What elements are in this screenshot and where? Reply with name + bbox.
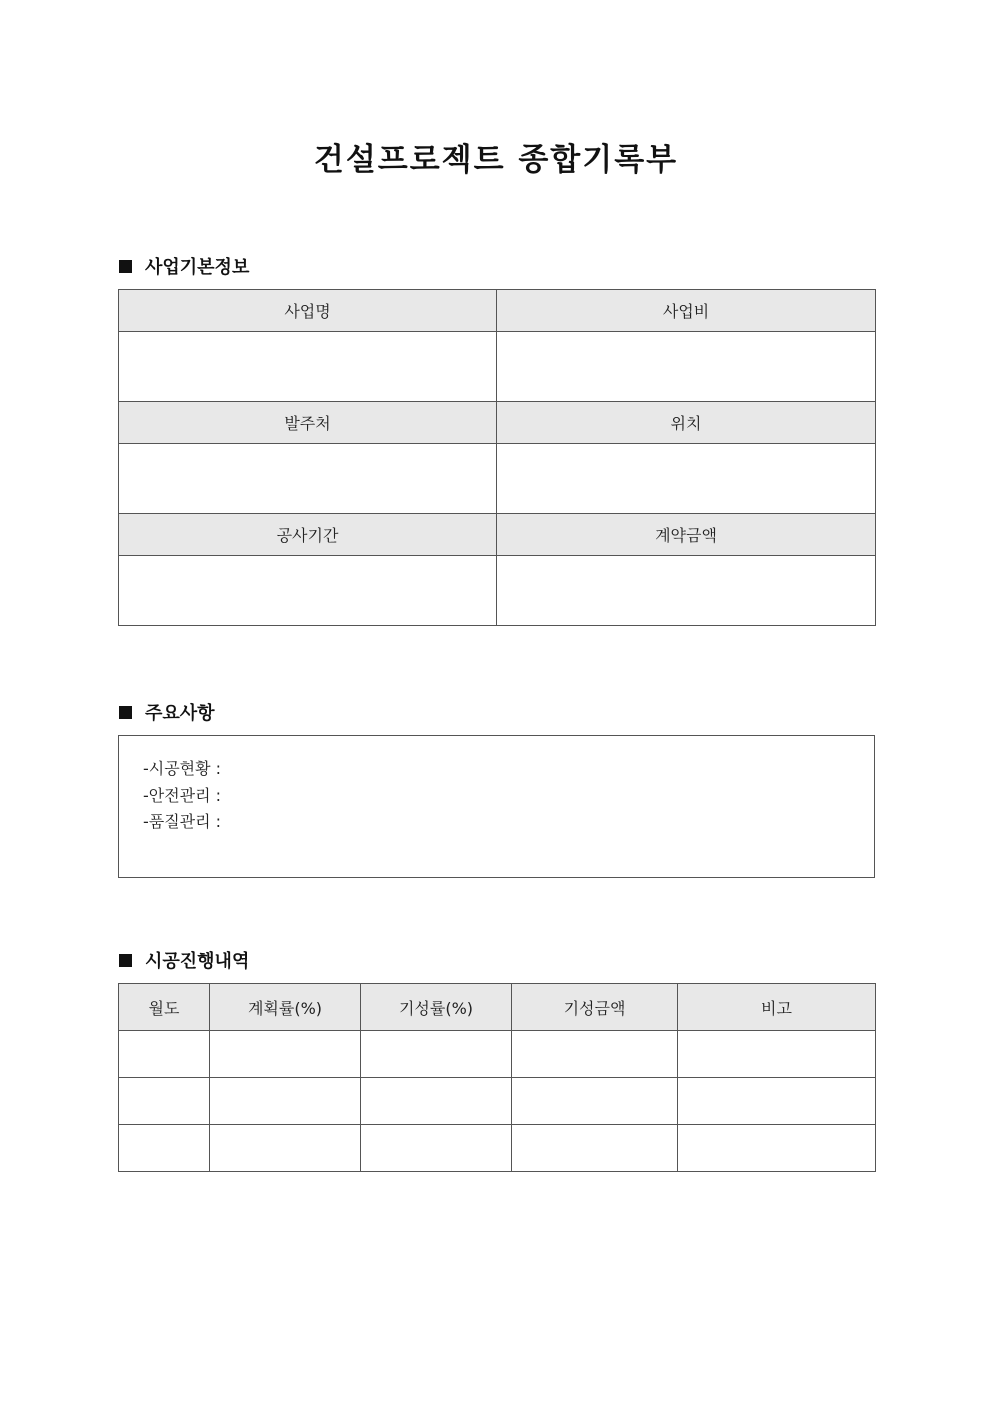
table-cell[interactable]	[119, 1125, 210, 1172]
table-row	[119, 1125, 876, 1172]
table-cell[interactable]	[512, 1031, 678, 1078]
column-header-progress-amount: 기성금액	[512, 984, 678, 1031]
document-title: 건설프로젝트 종합기록부	[313, 142, 679, 178]
table-row	[119, 1078, 876, 1125]
table-cell[interactable]	[210, 1078, 361, 1125]
table-cell[interactable]	[361, 1078, 512, 1125]
field-contract-amount[interactable]	[497, 556, 876, 626]
square-bullet-icon	[119, 260, 132, 273]
column-header-remarks: 비고	[678, 984, 876, 1031]
table-cell[interactable]	[678, 1078, 876, 1125]
field-project-name[interactable]	[119, 332, 497, 402]
table-cell[interactable]	[512, 1125, 678, 1172]
progress-table	[118, 983, 876, 1172]
field-construction-period[interactable]	[119, 556, 497, 626]
square-bullet-icon	[119, 954, 132, 967]
table-cell[interactable]	[361, 1125, 512, 1172]
table-row	[119, 1031, 876, 1078]
field-location[interactable]	[497, 444, 876, 514]
label-client: 발주처	[119, 402, 497, 444]
table-cell[interactable]	[119, 1078, 210, 1125]
section-heading-label: 사업기본정보	[145, 257, 250, 278]
square-bullet-icon	[119, 706, 132, 719]
key-matters-box[interactable]	[118, 735, 875, 878]
section-heading-basic-info	[119, 253, 249, 279]
note-quality-management: -품질관리 :	[143, 812, 222, 831]
table-cell[interactable]	[210, 1031, 361, 1078]
table-cell[interactable]	[210, 1125, 361, 1172]
table-cell[interactable]	[512, 1078, 678, 1125]
column-header-progress-rate: 기성률(%)	[361, 984, 512, 1031]
note-construction-status: -시공현황 :	[143, 759, 222, 778]
table-cell[interactable]	[361, 1031, 512, 1078]
label-project-cost: 사업비	[497, 290, 876, 332]
column-header-planned-rate: 계획률(%)	[210, 984, 361, 1031]
label-project-name: 사업명	[119, 290, 497, 332]
section-heading-progress	[119, 947, 249, 973]
section-heading-key-matters	[119, 699, 215, 725]
basic-info-table	[118, 289, 876, 626]
label-contract-amount: 계약금액	[497, 514, 876, 556]
table-cell[interactable]	[678, 1125, 876, 1172]
table-cell[interactable]	[678, 1031, 876, 1078]
column-header-month: 월도	[119, 984, 210, 1031]
table-header-row	[119, 984, 876, 1031]
note-safety-management: -안전관리 :	[143, 786, 222, 805]
section-heading-label: 주요사항	[145, 703, 215, 724]
section-heading-label: 시공진행내역	[145, 951, 250, 972]
field-client[interactable]	[119, 444, 497, 514]
label-construction-period: 공사기간	[119, 514, 497, 556]
label-location: 위치	[497, 402, 876, 444]
table-cell[interactable]	[119, 1031, 210, 1078]
field-project-cost[interactable]	[497, 332, 876, 402]
